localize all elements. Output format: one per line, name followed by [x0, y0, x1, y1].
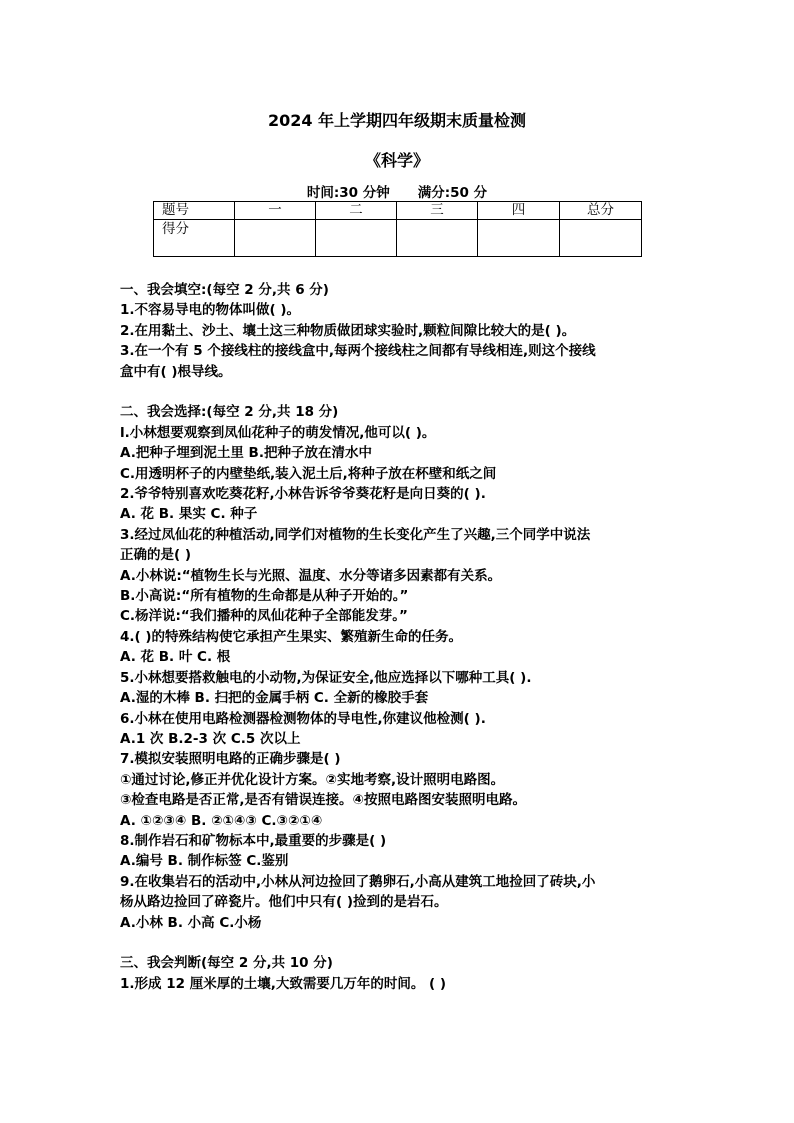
exam-content	[120, 280, 680, 994]
option-line: A.把种子埋到泥土里 B.把种子放在清水中	[120, 445, 372, 462]
option-line: A. ①②③④ B. ②①④③ C.③②①④	[120, 812, 323, 829]
option-line: A.小林 B. 小高 C.小杨	[120, 914, 262, 931]
section-heading-fill-blank: 一、我会填空:(每空 2 分,共 6 分)	[120, 282, 329, 298]
option-line: A. 花 B. 果实 C. 种子	[120, 506, 258, 523]
score-table-header: 三	[397, 202, 478, 220]
question-line: 盒中有( )根导线。	[120, 363, 232, 380]
question-line: 5.小林想要搭救触电的小动物,为保证安全,他应选择以下哪种工具( ).	[120, 669, 532, 686]
question-line: 4.( )的特殊结构使它承担产生果实、繁殖新生命的任务。	[120, 628, 463, 645]
question-line: 1.不容易导电的物体叫做( )。	[120, 302, 301, 319]
option-line: A.小林说:“植物生长与光照、温度、水分等诸多因素都有关系。	[120, 567, 502, 584]
score-table	[153, 201, 642, 257]
question-line: l.小林想要观察到凤仙花种子的萌发情况,他可以( )。	[120, 424, 436, 441]
score-cell[interactable]	[478, 220, 560, 257]
question-line: 7.模拟安装照明电路的正确步骤是( )	[120, 751, 341, 768]
option-line: C.杨洋说:“我们播种的凤仙花种子全部能发芽。”	[120, 608, 408, 625]
score-row-label: 得分	[154, 220, 235, 257]
exam-info	[0, 181, 794, 201]
exam-full-score: 满分:50 分	[417, 185, 488, 201]
exam-time: 时间:30 分钟	[306, 185, 390, 201]
question-line: 杨从路边捡回了碎瓷片。他们中只有( )捡到的是岩石。	[120, 894, 448, 911]
question-line: ①通过讨论,修正并优化设计方案。②实地考察,设计照明电路图。	[120, 771, 505, 788]
score-table-header-row	[154, 202, 642, 220]
exam-title: 2024 年上学期四年级期末质量检测	[267, 111, 527, 130]
score-cell[interactable]	[397, 220, 478, 257]
score-table-header: 四	[478, 202, 560, 220]
score-cell[interactable]	[560, 220, 642, 257]
question-line: ③检查电路是否正常,是否有错误连接。④按照电路图安装照明电路。	[120, 792, 526, 809]
question-line: 9.在收集岩石的活动中,小林从河边捡回了鹅卵石,小高从建筑工地捡回了砖块,小	[120, 873, 596, 890]
score-table-header: 二	[316, 202, 397, 220]
exam-subject: 《科学》	[364, 151, 429, 170]
section-heading-choice: 二、我会选择:(每空 2 分,共 18 分)	[120, 404, 339, 421]
score-table-header: 一	[235, 202, 316, 220]
question-line: 1.形成 12 厘米厚的土壤,大致需要几万年的时间。 ( )	[120, 975, 447, 992]
score-table-header: 题号	[154, 202, 235, 220]
option-line: A.编号 B. 制作标签 C.鉴别	[120, 853, 289, 870]
question-line: 3.经过凤仙花的种植活动,同学们对植物的生长变化产生了兴趣,三个同学中说法	[120, 526, 591, 543]
score-table-score-row	[154, 220, 642, 257]
question-line: 6.小林在使用电路检测器检测物体的导电性,你建议他检测( ).	[120, 710, 486, 727]
question-line: 2.在用黏土、沙土、壤土这三种物质做团球实验时,颗粒间隙比较大的是( )。	[120, 322, 576, 339]
section-heading-judge: 三、我会判断(每空 2 分,共 10 分)	[120, 955, 333, 972]
option-line: B.小高说:“所有植物的生命都是从种子开始的。”	[120, 588, 409, 605]
option-line: A.湿的木棒 B. 扫把的金属手柄 C. 全新的橡胶手套	[120, 690, 429, 707]
option-line: A. 花 B. 叶 C. 根	[120, 649, 231, 666]
question-line: 2.爷爷特别喜欢吃葵花籽,小林告诉爷爷葵花籽是向日葵的( ).	[120, 486, 486, 503]
score-table-header: 总分	[560, 202, 642, 220]
question-line: 8.制作岩石和矿物标本中,最重要的步骤是( )	[120, 832, 387, 849]
score-cell[interactable]	[235, 220, 316, 257]
option-line: C.用透明杯子的内壁垫纸,装入泥土后,将种子放在杯壁和纸之间	[120, 465, 497, 482]
score-cell[interactable]	[316, 220, 397, 257]
option-line: A.1 次 B.2-3 次 C.5 次以上	[120, 730, 301, 747]
question-line: 正确的是( )	[120, 547, 192, 564]
question-line: 3.在一个有 5 个接线柱的接线盒中,每两个接线柱之间都有导线相连,则这个接线	[120, 343, 596, 360]
